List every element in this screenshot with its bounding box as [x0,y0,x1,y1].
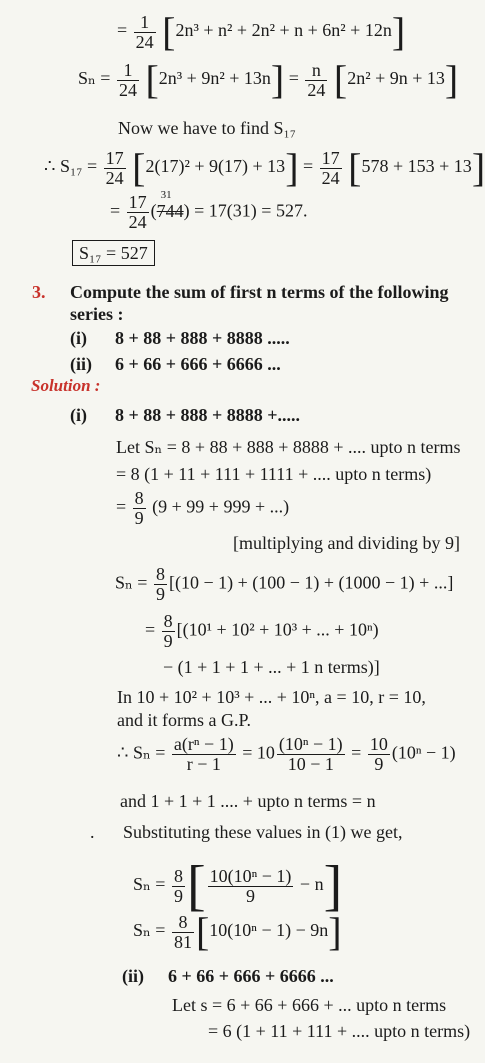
equals-sign: = [117,20,128,41]
problem-ii-label: (ii) [70,354,92,374]
fraction: $\frac{8}{9}$ [155,564,165,604]
fraction: $\frac{8}{81}$ [173,911,192,952]
fraction: $\frac{1}{24}$ [135,11,154,52]
expression: 2n³ + n² + 2n² + n + 6n² + 12n [175,20,392,41]
solution-i-series: 8 + 88 + 888 + 8888 +..... [115,405,301,425]
eq-line-4: ∴ S₁₇ = $\frac{17}{24}$ [2(17)² + 9(17) + 13] = $\frac{17}{24}$ [578 + 153 + 13] [44,145,485,190]
cancel-note: 31 [160,188,172,201]
step-1: Let Sₙ = 8 + 88 + 888 + 8888 + .... upto n terms [116,437,461,457]
step-t1: Let s = 6 + 66 + 666 + ... upto n terms [172,995,447,1015]
step-note: [multiplying and dividing by 9] [233,533,460,553]
eq-line-5: = $\frac{17}{24}$ ( 31 744) = 17(31) = 527. [110,188,308,232]
fraction: $\frac{8}{9}$ [163,611,173,651]
fraction: $\frac{\text{10(10ⁿ − 1)}}{9}$ [209,865,292,906]
step-t2: = 6 (1 + 11 + 111 + .... upto n terms) [208,1021,471,1041]
solution-heading: Solution : [31,376,101,395]
problem-i-series: 8 + 88 + 888 + 8888 ..... [115,328,290,348]
eq-line-2: Sₙ = $\frac{1}{24}$ [2n³ + 9n² + 13n] = $\frac{n}{24}$ [2n² + 9n + 13] [78,57,459,102]
struck-number: 744 [156,200,184,221]
bullet-dot: . [90,822,95,842]
fraction: $\frac{n}{24}$ [307,59,326,100]
fraction: $\frac{1}{24}$ [118,59,137,100]
step-6: = $\frac{8}{9}$ [(10¹ + 10² + 10³ + ... + 10ⁿ) [145,611,379,651]
solution-ii-series: 6 + 66 + 666 + 6666 ... [168,966,334,986]
fraction: $\frac{17}{24}$ [128,192,147,232]
fraction: $\frac{\text{(10ⁿ − 1)}}{10 - 1}$ [278,734,343,774]
problem-ii-series: 6 + 66 + 666 + 6666 ... [115,354,281,374]
step-12: Substituting these values in (1) we get, [123,822,403,842]
fraction: $\frac{\text{a(rⁿ − 1)}}{r - 1}$ [173,734,234,774]
solution-ii-label: (ii) [122,966,144,986]
text-line: Now we have to find S₁₇ [118,118,297,138]
result-box: S₁₇ = 527 [72,243,155,264]
expression: 2n² + 9n + 13 [347,68,445,89]
step-10: ∴ Sₙ = $\frac{\text{a(rⁿ − 1)}}{r - 1}$ = 10 $\frac{\text{(10ⁿ − 1)}}{10 - 1}$ = $\frac{10}{9}$ (10ⁿ − 1) [117,734,456,774]
solution-i-label: (i) [70,405,87,425]
fraction: $\frac{10}{9}$ [369,734,388,774]
problem-i-label: (i) [70,328,87,348]
step-9: and it forms a G.P. [117,710,251,730]
step-14: Sₙ = $\frac{8}{81}$ [10(10ⁿ − 1) − 9n] [133,909,342,954]
step-8: In 10 + 10² + 10³ + ... + 10ⁿ, a = 10, r = 10, [117,687,426,707]
step-3: = $\frac{8}{9}$ (9 + 99 + 999 + ...) [116,488,290,528]
problem-statement-2: series : [70,304,124,324]
step-7: − (1 + 1 + 1 + ... + 1 n terms)] [163,657,380,677]
step-5: Sₙ = $\frac{8}{9}$ [(10 − 1) + (100 − 1) + (1000 − 1) + ...] [115,564,454,604]
fraction: $\frac{17}{24}$ [105,147,124,188]
fraction: $\frac{8}{9}$ [173,865,183,906]
problem-statement: Compute the sum of first n terms of the following [70,282,449,302]
fraction: $\frac{8}{9}$ [134,488,144,528]
expression: 2n³ + 9n² + 13n [158,68,271,89]
step-11: and 1 + 1 + 1 .... + upto n terms = n [120,791,376,811]
fraction: $\frac{17}{24}$ [321,147,340,188]
eq-line-1: = $\frac{1}{24}$ [2n³ + n² + 2n² + n + 6n² + 12n] [117,9,406,54]
problem-number: 3. [32,282,46,302]
sn-label: Sₙ = [78,68,111,89]
step-13: Sₙ = $\frac{8}{9}$ [ $\frac{\text{10(10ⁿ − 1)}}{9}$ − n] [133,855,343,917]
step-2: = 8 (1 + 11 + 111 + 1111 + .... upto n terms) [116,464,432,484]
